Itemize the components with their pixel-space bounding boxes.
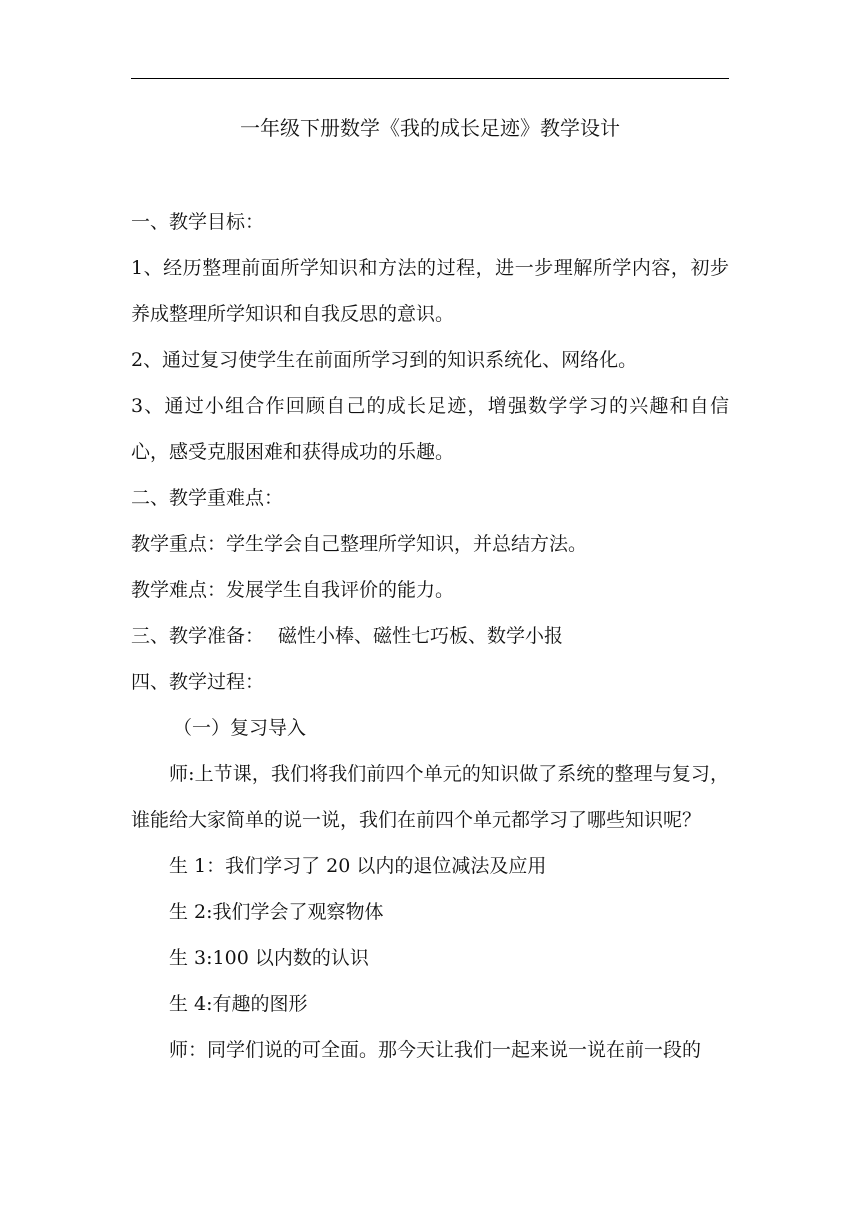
teacher-line-2: 师：同学们说的可全面。那今天让我们一起来说一说在前一段的 [169, 1039, 702, 1061]
student-line-2: 生 2:我们学会了观察物体 [169, 901, 384, 923]
key-points-heading: 二、教学重难点： [131, 487, 284, 509]
key-point: 教学重点：学生学会自己整理所学知识，并总结方法。 [131, 533, 588, 555]
student-line-4: 生 4:有趣的图形 [169, 993, 308, 1015]
process-heading: 四、教学过程： [131, 671, 265, 693]
teacher-line-1: 师:上节课，我们将我们前四个单元的知识做了系统的整理与复习，谁能给大家简单的说一说，我们在前四个单元都学习了哪些知识呢？ [131, 763, 729, 831]
goal-2: 2、通过复习使学生在前面所学习到的知识系统化、网络化。 [131, 349, 638, 371]
goal-1: 1、经历整理前面所学知识和方法的过程，进一步理解所学内容，初步养成整理所学知识和自我反思的意识。 [131, 257, 729, 325]
student-line-1: 生 1：我们学习了 20 以内的退位减法及应用 [169, 855, 547, 877]
header-rule [131, 78, 729, 79]
preparation-items: 磁性小棒、磁性七巧板、数学小报 [278, 625, 564, 647]
goals-heading: 一、教学目标： [131, 211, 265, 233]
preparation-line [131, 613, 729, 659]
student-line-3: 生 3:100 以内数的认识 [169, 947, 369, 969]
preparation-label: 三、教学准备： [131, 625, 265, 647]
document-title: 一年级下册数学《我的成长足迹》教学设计 [240, 116, 620, 140]
document-body [131, 199, 729, 1073]
sub-heading-review: （一）复习导入 [173, 717, 307, 739]
difficulty: 教学难点：发展学生自我评价的能力。 [131, 579, 455, 601]
goal-3: 3、通过小组合作回顾自己的成长足迹，增强数学学习的兴趣和自信心，感受克服困难和获得成功的乐趣。 [131, 395, 729, 463]
